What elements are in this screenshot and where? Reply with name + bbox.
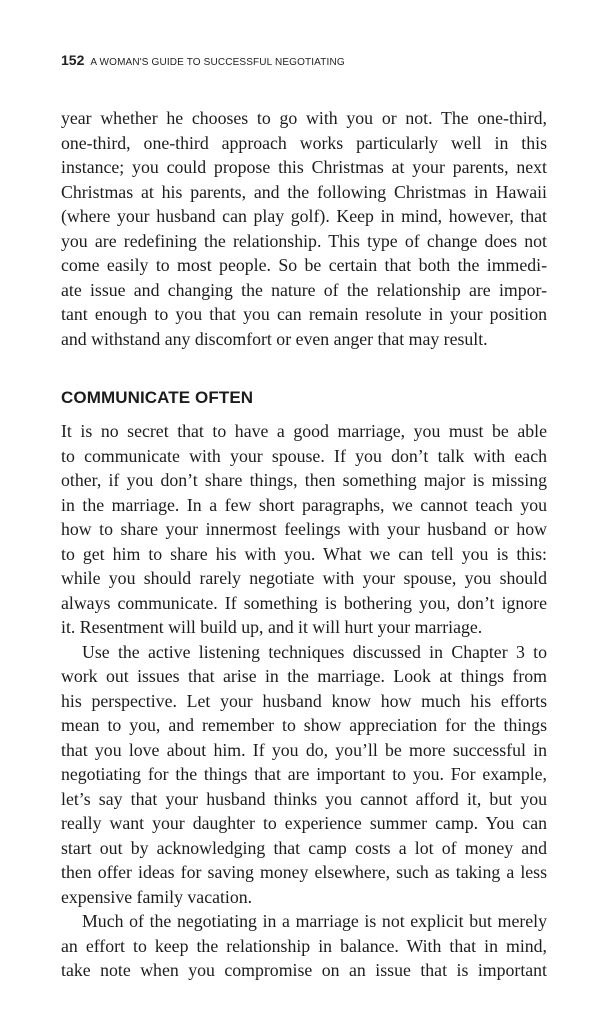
text-line: expensive family vacation. — [61, 886, 253, 907]
text-line: negotiating for the things that are important to you. For example, — [61, 764, 547, 784]
text-line: an effort to keep the relationship in balance. With that in mind, — [61, 935, 547, 956]
text-line: that you love about him. If you do, you’ll be more successful in — [61, 739, 547, 760]
text-line: instance; you could propose this Christmas at your parents, next — [61, 157, 547, 177]
running-header — [61, 52, 345, 70]
text-line: work out issues that arise in the marriage. Look at things from — [61, 666, 547, 686]
text-line: always communicate. If something is bothering you, don’t ignore — [61, 592, 547, 613]
text-line: really want your daughter to experience summer camp. You can — [61, 813, 547, 833]
text-line: tant enough to you that you can remain resolute in your position — [61, 304, 547, 324]
text-line: take note when you compromise on an issue that is important — [61, 960, 547, 980]
text-line: one-third, one-third approach works particularly well in this — [61, 132, 547, 153]
text-line: start out by acknowledging that camp costs a lot of money and — [61, 837, 547, 858]
text-line: (where your husband can play golf). Keep in mind, however, that — [61, 206, 547, 226]
text-line: other, if you don’t share things, then something major is missing — [61, 470, 547, 490]
text-line: Use the active listening techniques discussed in Chapter 3 to — [82, 641, 547, 662]
text-line: in the marriage. In a few short paragraphs, we cannot teach you — [61, 494, 547, 515]
text-line: year whether he chooses to go with you or not. The one-third, — [61, 108, 547, 128]
section-heading: COMMUNICATE OFTEN — [61, 388, 254, 407]
text-line: Much of the negotiating in a marriage is not explicit but merely — [82, 911, 547, 931]
text-line: It is no secret that to have a good marriage, you must be able — [61, 421, 547, 441]
text-line: and withstand any discomfort or even anger that may result. — [61, 328, 488, 349]
text-line: his perspective. Let your husband know how much his efforts — [61, 690, 547, 711]
paragraph-continued — [61, 106, 547, 351]
text-line: it. Resentment will build up, and it will hurt your marriage. — [61, 617, 483, 637]
paragraph — [61, 419, 547, 983]
text-line: let’s say that your husband thinks you cannot afford it, but you — [61, 788, 547, 809]
text-line: you are redefining the relationship. This type of change does not — [61, 230, 547, 251]
text-line: mean to you, and remember to show appreciation for the things — [61, 715, 547, 735]
text-line: while you should rarely negotiate with your spouse, you should — [61, 568, 547, 588]
text-line: then offer ideas for saving money elsewhere, such as taking a less — [61, 862, 547, 882]
page-number: 152 — [61, 52, 85, 68]
text-line: ate issue and changing the nature of the relationship are impor- — [61, 279, 547, 300]
text-line: Christmas at his parents, and the following Christmas in Hawaii — [61, 181, 547, 202]
text-line: come easily to most people. So be certain that both the immedi- — [61, 255, 547, 275]
book-title: A WOMAN'S GUIDE TO SUCCESSFUL NEGOTIATING — [90, 57, 345, 68]
text-line: to get him to share his with you. What we can tell you is this: — [61, 543, 547, 564]
text-line: to communicate with your spouse. If you don’t talk with each — [61, 445, 547, 466]
text-line: how to share your innermost feelings with your husband or how — [61, 519, 547, 539]
